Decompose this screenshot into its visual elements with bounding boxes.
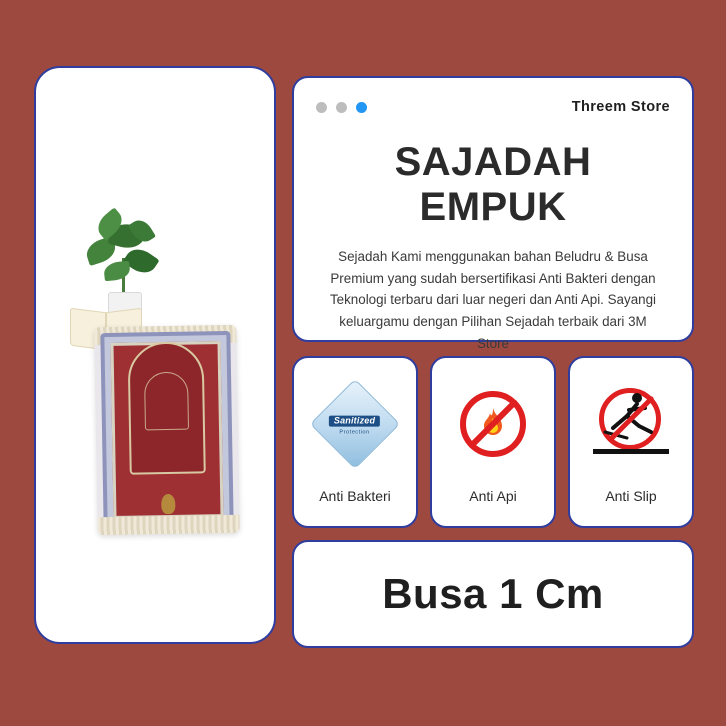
window-dot-gray-icon [316, 102, 327, 113]
brand-name: Threem Store [571, 99, 670, 115]
sanitized-badge-word: Sanitized [329, 416, 380, 427]
product-photo [36, 68, 274, 642]
anti-slip-icon [591, 384, 671, 464]
feature-row [292, 356, 694, 528]
page-title: SAJADAH EMPUK [394, 140, 592, 229]
foam-thickness-banner [292, 540, 694, 648]
sanitized-badge-icon [315, 384, 395, 464]
feature-label-anti-api: Anti Api [469, 488, 517, 504]
product-image-card [34, 66, 276, 644]
feature-card-anti-api [430, 356, 556, 528]
info-column [292, 76, 694, 648]
no-fire-icon [453, 384, 533, 464]
feature-label-anti-bakteri: Anti Bakteri [319, 488, 391, 504]
window-dots [316, 102, 367, 113]
window-dot-blue-icon [356, 102, 367, 113]
feature-card-anti-slip [568, 356, 694, 528]
window-bar [316, 96, 670, 118]
sanitized-badge-sub: Protection [339, 429, 371, 436]
foam-thickness-text: Busa 1 Cm [382, 570, 604, 617]
headline-card [292, 76, 694, 351]
feature-card-anti-bakteri [292, 356, 418, 528]
window-dot-gray2-icon [336, 102, 347, 113]
prayer-rug-image [94, 325, 240, 535]
feature-label-anti-slip: Anti Slip [605, 488, 657, 504]
product-description: Sejadah Kami menggunakan bahan Beludru & Busa Premium yang sudah bersertifikasi Anti Bakteri dengan Teknologi terbaru dari luar negeri dan Anti Api. Sayangi keluargamu dengan Pilihan Sejadah terbaik dari 3M Store [329, 249, 657, 351]
